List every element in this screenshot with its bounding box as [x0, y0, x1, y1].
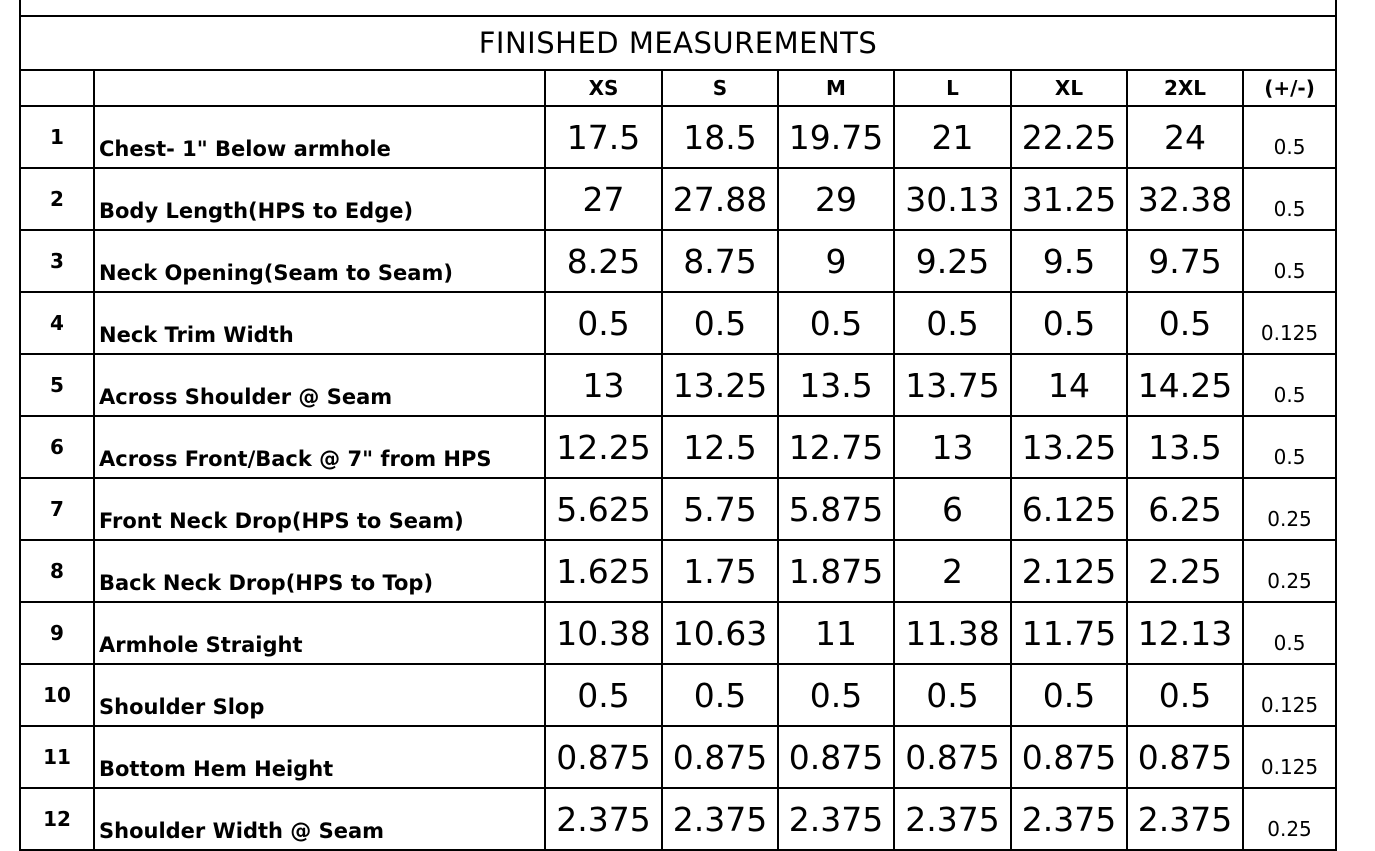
measurement-value: 13.5 — [1127, 416, 1243, 478]
measurement-value: 9.75 — [1127, 230, 1243, 292]
measurement-value: 13.25 — [1011, 416, 1127, 478]
row-number: 7 — [20, 478, 94, 540]
measurement-value: 13 — [545, 354, 662, 416]
measurement-value: 13.75 — [894, 354, 1011, 416]
measurement-value: 1.625 — [545, 540, 662, 602]
measurement-value: 29 — [778, 168, 894, 230]
table-title: FINISHED MEASUREMENTS — [20, 16, 1336, 70]
measurement-value: 17.5 — [545, 106, 662, 168]
row-description: Back Neck Drop(HPS to Top) — [94, 540, 545, 602]
measurement-value: 27.88 — [662, 168, 778, 230]
measurement-value: 13.25 — [662, 354, 778, 416]
measurement-value: 2.375 — [662, 788, 778, 850]
row-number: 4 — [20, 292, 94, 354]
row-description: Chest- 1" Below armhole — [94, 106, 545, 168]
row-description: Neck Trim Width — [94, 292, 545, 354]
measurement-sheet — [19, 0, 1335, 851]
tolerance-value: 0.25 — [1243, 478, 1336, 540]
measurement-value: 2.375 — [1127, 788, 1243, 850]
row-number: 3 — [20, 230, 94, 292]
measurement-value: 27 — [545, 168, 662, 230]
table-row — [20, 354, 1336, 416]
measurement-value: 12.13 — [1127, 602, 1243, 664]
table-row — [20, 168, 1336, 230]
measurement-value: 5.875 — [778, 478, 894, 540]
row-number: 8 — [20, 540, 94, 602]
row-description: Body Length(HPS to Edge) — [94, 168, 545, 230]
measurement-value: 0.875 — [662, 726, 778, 788]
row-description: Across Shoulder @ Seam — [94, 354, 545, 416]
tolerance-value: 0.5 — [1243, 602, 1336, 664]
measurement-value: 2.375 — [894, 788, 1011, 850]
measurement-value: 0.875 — [778, 726, 894, 788]
measurement-value: 13 — [894, 416, 1011, 478]
measurement-value: 9.25 — [894, 230, 1011, 292]
measurement-value: 0.875 — [1011, 726, 1127, 788]
table-row — [20, 106, 1336, 168]
measurement-value: 0.875 — [545, 726, 662, 788]
measurement-value: 6.25 — [1127, 478, 1243, 540]
header-number — [20, 70, 94, 106]
table-row — [20, 540, 1336, 602]
measurement-value: 24 — [1127, 106, 1243, 168]
header-size-s: S — [662, 70, 778, 106]
table-row — [20, 726, 1336, 788]
tolerance-value: 0.125 — [1243, 664, 1336, 726]
header-size-l: L — [894, 70, 1011, 106]
measurement-value: 14.25 — [1127, 354, 1243, 416]
header-tolerance: (+/-) — [1243, 70, 1336, 106]
measurement-value: 11.38 — [894, 602, 1011, 664]
measurement-value: 0.5 — [545, 664, 662, 726]
measurement-value: 0.5 — [894, 292, 1011, 354]
table-row — [20, 416, 1336, 478]
measurement-value: 12.25 — [545, 416, 662, 478]
title-row — [20, 16, 1336, 70]
row-number: 12 — [20, 788, 94, 850]
row-description: Across Front/Back @ 7" from HPS — [94, 416, 545, 478]
measurements-table — [19, 0, 1337, 851]
row-number: 1 — [20, 106, 94, 168]
tolerance-value: 0.5 — [1243, 230, 1336, 292]
row-description: Bottom Hem Height — [94, 726, 545, 788]
tolerance-value: 0.5 — [1243, 354, 1336, 416]
measurement-value: 21 — [894, 106, 1011, 168]
measurement-value: 0.875 — [894, 726, 1011, 788]
row-number: 10 — [20, 664, 94, 726]
top-strip-cell — [20, 0, 1336, 16]
tolerance-value: 0.125 — [1243, 726, 1336, 788]
row-description: Neck Opening(Seam to Seam) — [94, 230, 545, 292]
measurement-value: 2.375 — [1011, 788, 1127, 850]
measurement-value: 22.25 — [1011, 106, 1127, 168]
measurement-value: 6.125 — [1011, 478, 1127, 540]
header-description — [94, 70, 545, 106]
measurement-value: 10.38 — [545, 602, 662, 664]
measurement-value: 0.5 — [662, 664, 778, 726]
row-number: 11 — [20, 726, 94, 788]
measurement-value: 12.5 — [662, 416, 778, 478]
table-row — [20, 478, 1336, 540]
measurement-value: 12.75 — [778, 416, 894, 478]
row-number: 6 — [20, 416, 94, 478]
measurement-value: 1.875 — [778, 540, 894, 602]
measurement-value: 11.75 — [1011, 602, 1127, 664]
measurement-value: 9 — [778, 230, 894, 292]
tolerance-value: 0.5 — [1243, 416, 1336, 478]
measurement-value: 0.5 — [778, 664, 894, 726]
measurement-value: 8.75 — [662, 230, 778, 292]
measurement-value: 0.875 — [1127, 726, 1243, 788]
table-row — [20, 292, 1336, 354]
measurement-value: 31.25 — [1011, 168, 1127, 230]
measurement-value: 0.5 — [545, 292, 662, 354]
header-size-m: M — [778, 70, 894, 106]
top-strip-row — [20, 0, 1336, 16]
header-size-xs: XS — [545, 70, 662, 106]
tolerance-value: 0.125 — [1243, 292, 1336, 354]
table-row — [20, 230, 1336, 292]
measurement-value: 0.5 — [1127, 664, 1243, 726]
measurement-value: 11 — [778, 602, 894, 664]
measurement-value: 30.13 — [894, 168, 1011, 230]
measurement-value: 0.5 — [662, 292, 778, 354]
tolerance-value: 0.5 — [1243, 106, 1336, 168]
table-row — [20, 788, 1336, 850]
measurement-value: 0.5 — [1011, 664, 1127, 726]
measurement-value: 19.75 — [778, 106, 894, 168]
measurement-value: 0.5 — [1127, 292, 1243, 354]
measurement-value: 2.125 — [1011, 540, 1127, 602]
table-row — [20, 602, 1336, 664]
measurement-value: 2.25 — [1127, 540, 1243, 602]
measurement-value: 1.75 — [662, 540, 778, 602]
measurement-value: 5.625 — [545, 478, 662, 540]
row-description: Shoulder Width @ Seam — [94, 788, 545, 850]
row-description: Shoulder Slop — [94, 664, 545, 726]
row-number: 9 — [20, 602, 94, 664]
header-size-2xl: 2XL — [1127, 70, 1243, 106]
measurement-value: 32.38 — [1127, 168, 1243, 230]
measurement-value: 10.63 — [662, 602, 778, 664]
measurement-value: 8.25 — [545, 230, 662, 292]
tolerance-value: 0.25 — [1243, 540, 1336, 602]
measurement-value: 13.5 — [778, 354, 894, 416]
measurement-value: 14 — [1011, 354, 1127, 416]
header-row — [20, 70, 1336, 106]
measurement-value: 5.75 — [662, 478, 778, 540]
measurement-value: 2.375 — [545, 788, 662, 850]
header-size-xl: XL — [1011, 70, 1127, 106]
measurement-value: 0.5 — [778, 292, 894, 354]
table-row — [20, 664, 1336, 726]
measurement-value: 18.5 — [662, 106, 778, 168]
row-number: 2 — [20, 168, 94, 230]
tolerance-value: 0.25 — [1243, 788, 1336, 850]
measurement-value: 0.5 — [894, 664, 1011, 726]
measurement-value: 0.5 — [1011, 292, 1127, 354]
row-description: Armhole Straight — [94, 602, 545, 664]
measurement-value: 6 — [894, 478, 1011, 540]
measurement-value: 2 — [894, 540, 1011, 602]
measurement-value: 2.375 — [778, 788, 894, 850]
tolerance-value: 0.5 — [1243, 168, 1336, 230]
measurement-value: 9.5 — [1011, 230, 1127, 292]
row-number: 5 — [20, 354, 94, 416]
row-description: Front Neck Drop(HPS to Seam) — [94, 478, 545, 540]
